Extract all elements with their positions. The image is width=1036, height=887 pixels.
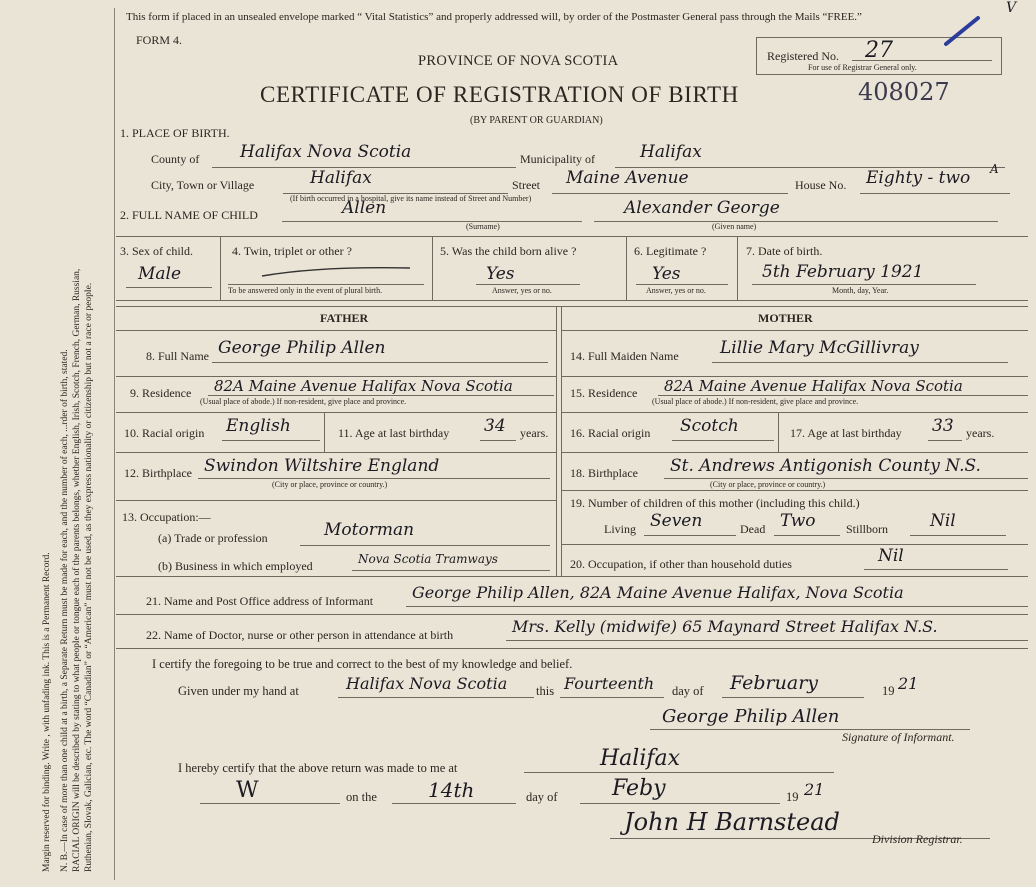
city-value: Halifax: [310, 168, 372, 188]
rule: [406, 606, 1028, 607]
rule: [116, 300, 1028, 301]
rule: [580, 803, 780, 804]
rule: [562, 330, 1028, 331]
rule: [324, 412, 325, 452]
date-value: 5th February 1921: [762, 262, 924, 282]
doctor-value: Mrs. Kelly (midwife) 65 Maynard Street Halifax N.S.: [512, 617, 938, 636]
rule: [432, 236, 433, 300]
rule: [282, 221, 582, 222]
father-age-value: 34: [484, 416, 506, 436]
given-day: Fourteenth: [564, 674, 655, 693]
mother-racial-value: Scotch: [680, 416, 739, 436]
rule: [560, 697, 664, 698]
rule: [928, 440, 962, 441]
given-year-prefix: 19: [882, 684, 895, 698]
father-res-note: (Usual place of abode.) If non-resident, give place and province.: [200, 397, 407, 406]
street-label: Street: [512, 178, 540, 192]
sex-label: 3. Sex of child.: [120, 244, 193, 258]
mother-res-value: 82A Maine Avenue Halifax Nova Scotia: [664, 377, 963, 395]
child-given-value: Alexander George: [624, 198, 780, 218]
this-label: this: [536, 684, 555, 698]
alive-note: Answer, yes or no.: [492, 286, 552, 295]
sex-value: Male: [138, 264, 182, 284]
certify-statement: I certify the foregoing to be true and correct to the best of my knowledge and belief.: [152, 657, 573, 671]
rule: [864, 569, 1008, 570]
registrar-code: W: [236, 778, 259, 803]
mother-name-value: Lillie Mary McGillivray: [720, 338, 919, 358]
binding-margin: [0, 0, 118, 887]
father-occ-label: 13. Occupation:—: [122, 510, 211, 524]
registrar-caption: Division Registrar.: [872, 832, 963, 846]
rule: [562, 412, 1028, 413]
rule: [562, 490, 1028, 491]
father-name-value: George Philip Allen: [218, 338, 386, 358]
father-name-label: 8. Full Name: [146, 349, 209, 363]
rule: [562, 544, 1028, 545]
child-name-label: 2. FULL NAME OF CHILD: [120, 208, 258, 222]
mother-age-label: 17. Age at last birthday: [790, 426, 902, 440]
father-birthplace-value: Swindon Wiltshire England: [204, 456, 440, 476]
father-racial-label: 10. Racial origin: [124, 426, 205, 440]
rule: [860, 193, 1010, 194]
registrar-day: 14th: [428, 778, 475, 802]
rule: [198, 478, 550, 479]
rule: [392, 803, 516, 804]
mother-res-note: (Usual place of abode.) If non-resident, give place and province.: [652, 397, 859, 406]
father-trade-label: (a) Trade or profession: [158, 531, 268, 545]
house-label: House No.: [795, 178, 847, 192]
rule: [126, 287, 212, 288]
rule: [778, 412, 779, 452]
date-label: 7. Date of birth.: [746, 244, 823, 258]
mother-age-unit: years.: [966, 426, 995, 440]
legit-value: Yes: [652, 264, 681, 284]
margin-rule: [114, 8, 115, 880]
rule: [222, 440, 320, 441]
legit-label: 6. Legitimate ?: [634, 244, 707, 258]
registrar-month: Feby: [612, 776, 666, 801]
top-right-mark: V: [1006, 0, 1017, 16]
mother-birthplace-note: (City or place, province or country.): [710, 480, 826, 489]
father-trade-value: Motorman: [324, 520, 415, 540]
margin-line-4: Ruthenian, Slovak, Galician, etc. The word “Canadian” or “American” must not be used, as they express nationality or citizenship but not a race or people.: [84, 282, 94, 872]
rule: [338, 697, 534, 698]
living-value: Seven: [650, 511, 703, 531]
mother-birthplace-value: St. Andrews Antigonish County N.S.: [670, 456, 981, 476]
mother-occ-label: 20. Occupation, if other than household duties: [570, 557, 792, 571]
rule: [658, 395, 1028, 396]
registrar-year-prefix: 19: [786, 790, 799, 804]
place-of-birth-label: 1. PLACE OF BIRTH.: [120, 126, 230, 140]
house-value: Eighty - two: [866, 168, 971, 188]
child-surname-value: Allen: [342, 198, 387, 218]
rule: [626, 236, 627, 300]
rule: [220, 236, 221, 300]
alive-label: 5. Was the child born alive ?: [440, 244, 577, 258]
surname-caption: (Surname): [466, 222, 500, 231]
province-heading: PROVINCE OF NOVA SCOTIA: [418, 53, 619, 69]
rule: [737, 236, 738, 300]
rule: [116, 500, 556, 501]
mother-res-label: 15. Residence: [570, 386, 638, 400]
informant-value: George Philip Allen, 82A Maine Avenue Halifax, Nova Scotia: [412, 583, 904, 602]
rule: [774, 535, 840, 536]
father-business-value: Nova Scotia Tramways: [358, 552, 498, 566]
rule: [480, 440, 516, 441]
county-value: Halifax Nova Scotia: [240, 142, 412, 162]
registrar-signature: John H Barnstead: [624, 808, 840, 836]
informant-label: 21. Name and Post Office address of Informant: [146, 594, 374, 608]
given-label: Given under my hand at: [178, 684, 299, 698]
mother-racial-label: 16. Racial origin: [570, 426, 651, 440]
dead-label: Dead: [740, 522, 766, 536]
father-business-label: (b) Business in which employed: [158, 559, 313, 573]
mother-children-label: 19. Number of children of this mother (including this child.): [570, 496, 860, 510]
mother-age-value: 33: [932, 416, 954, 436]
living-label: Living: [604, 522, 636, 536]
municipality-value: Halifax: [640, 142, 702, 162]
rule: [116, 614, 1028, 615]
registered-line: [852, 60, 992, 61]
registered-value: 27: [865, 38, 893, 63]
hospital-note: (If birth occurred in a hospital, give its name instead of Street and Number): [290, 194, 532, 203]
margin-line-3: RACIAL ORIGIN will be described by stating to what people or tongue each of the parents belongs, whether English, Irish, Scotch, French, German, Russian,: [72, 268, 82, 872]
mother-occ-value: Nil: [878, 546, 904, 566]
rule: [476, 284, 580, 285]
rule: [116, 412, 556, 413]
twin-note: To be answered only in the event of plural birth.: [228, 286, 383, 295]
doctor-label: 22. Name of Doctor, nurse or other person in attendance at birth: [146, 628, 454, 642]
street-value: Maine Avenue: [566, 168, 689, 188]
father-birthplace-note: (City or place, province or country.): [272, 480, 388, 489]
given-place: Halifax Nova Scotia: [346, 674, 508, 693]
mother-name-label: 14. Full Maiden Name: [570, 349, 679, 363]
mother-heading: MOTHER: [758, 311, 813, 325]
father-racial-value: English: [226, 416, 291, 436]
father-res-label: 9. Residence: [130, 386, 192, 400]
rule: [556, 306, 557, 576]
legit-note: Answer, yes or no.: [646, 286, 706, 295]
alive-value: Yes: [486, 264, 515, 284]
check-mark-icon: [938, 14, 988, 54]
informant-signature-caption: Signature of Informant.: [842, 730, 955, 744]
municipality-label: Municipality of: [520, 152, 595, 166]
rule: [116, 576, 1028, 577]
informant-signature: George Philip Allen: [662, 706, 840, 727]
county-label: County of: [151, 152, 200, 166]
rule: [208, 395, 554, 396]
rule: [116, 452, 556, 453]
registrar-on-the-label: on the: [346, 790, 377, 804]
rule: [752, 284, 976, 285]
rule: [212, 362, 548, 363]
date-note: Month, day, Year.: [832, 286, 889, 295]
page-title: CERTIFICATE OF REGISTRATION OF BIRTH: [260, 82, 739, 107]
rule: [561, 306, 562, 576]
margin-line-1: Margin reserved for binding. Write , with unfading ink. This is a Permanent Record.: [42, 552, 52, 872]
father-age-label: 11. Age at last birthday: [338, 426, 450, 440]
twin-label: 4. Twin, triplet or other ?: [232, 244, 352, 258]
city-label: City, Town or Village: [151, 178, 255, 192]
mailing-notice: This form if placed in an unsealed envelope marked “ Vital Statistics” and properly addressed will, by order of the Postmaster General pass through the Mails “FREE.”: [126, 11, 862, 23]
rule: [524, 772, 834, 773]
rule: [116, 648, 1028, 649]
rule: [722, 697, 864, 698]
registrar-note: For use of Registrar General only.: [808, 63, 917, 72]
rule: [594, 221, 998, 222]
rule: [116, 236, 1028, 237]
page-subtitle: (BY PARENT OR GUARDIAN): [470, 115, 603, 126]
rule: [200, 803, 340, 804]
given-year: 21: [898, 674, 919, 693]
house-suffix: A: [990, 162, 999, 176]
given-day-of-label: day of: [672, 684, 704, 698]
rule: [636, 284, 728, 285]
rule: [664, 478, 1028, 479]
rule: [910, 535, 1006, 536]
rule: [644, 535, 736, 536]
rule: [552, 193, 788, 194]
stillborn-label: Stillborn: [846, 522, 889, 536]
mother-birthplace-label: 18. Birthplace: [570, 466, 638, 480]
rule: [228, 284, 424, 285]
given-caption: (Given name): [712, 222, 757, 231]
rule: [672, 440, 774, 441]
rule: [116, 306, 1028, 307]
margin-line-2: N. B.—In case of more than one child at a birth, a Separate Return must be made for each, and the number of each, ...rder of birth, stated.: [60, 349, 70, 872]
registrar-statement: I hereby certify that the above return was made to me at: [178, 761, 458, 775]
twin-strike-icon: [260, 262, 420, 282]
given-month: February: [730, 672, 819, 694]
registered-label: Registered No.: [767, 49, 839, 63]
stillborn-value: Nil: [930, 511, 956, 531]
rule: [116, 330, 556, 331]
rule: [562, 452, 1028, 453]
registrar-place: Halifax: [600, 746, 681, 771]
father-age-unit: years.: [520, 426, 549, 440]
father-res-value: 82A Maine Avenue Halifax Nova Scotia: [214, 377, 513, 395]
stamp-number: 408027: [858, 78, 950, 106]
rule: [352, 570, 550, 571]
rule: [712, 362, 1008, 363]
registrar-year: 21: [804, 780, 825, 799]
dead-value: Two: [780, 511, 816, 531]
rule: [300, 545, 550, 546]
father-heading: FATHER: [320, 311, 369, 325]
father-birthplace-label: 12. Birthplace: [124, 466, 192, 480]
form-number: FORM 4.: [136, 33, 183, 47]
registrar-day-of-label: day of: [526, 790, 558, 804]
rule: [506, 640, 1028, 641]
